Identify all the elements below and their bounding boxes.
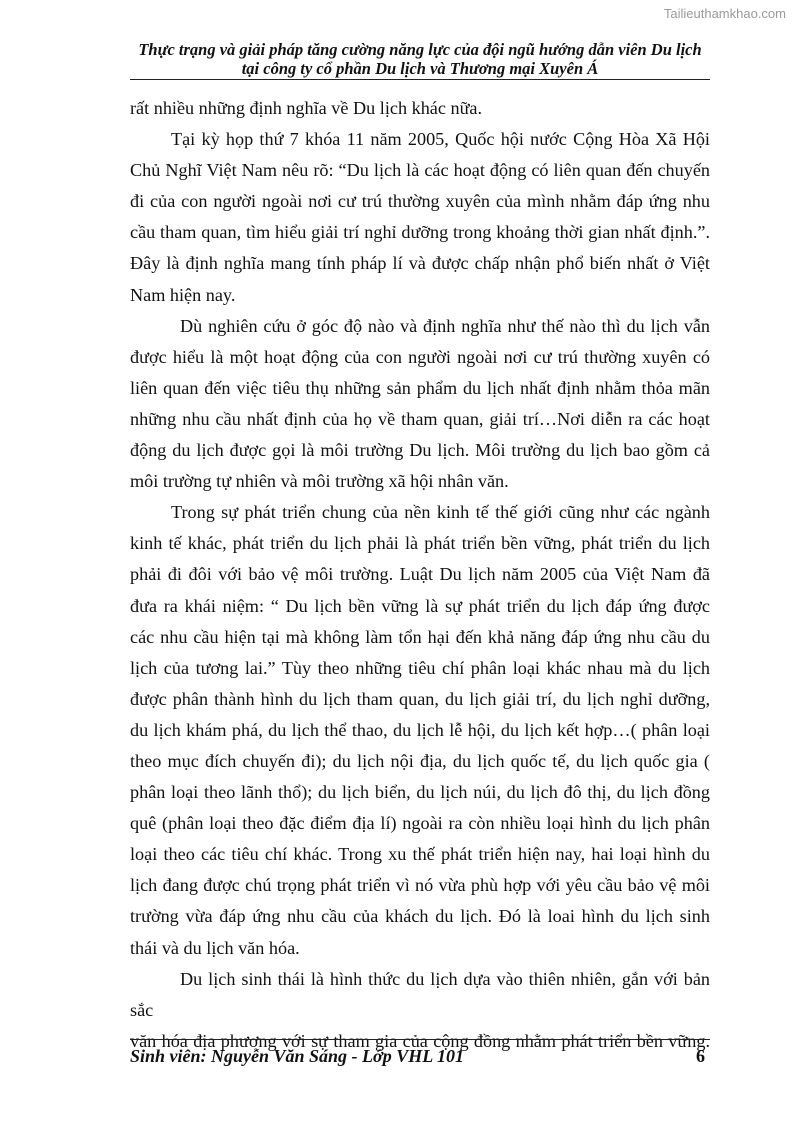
text-line: Đây là định nghĩa mang tính pháp lí và được chấp nhận phổ biến nhất ở Việt (130, 253, 710, 274)
header-divider (130, 79, 710, 80)
text-line: những nhu cầu nhất định của họ về tham quan, giải trí…Nơi diễn ra các hoạt (130, 408, 710, 429)
footer-divider (130, 1039, 710, 1040)
text-line: Du lịch sinh thái là hình thức du lịch dựa vào thiên nhiên, gắn với bản sắc (130, 968, 710, 1020)
text-line: du lịch khám phá, du lịch thể thao, du lịch lễ hội, du lịch kết hợp…( phân loại (130, 719, 710, 740)
watermark-text: Tailieuthamkhao.com (663, 6, 786, 21)
text-line: cầu tham quan, tìm hiểu giải trí nghỉ dưỡng trong khoảng thời gian nhất định.”. (130, 222, 710, 243)
text-line: loại theo các tiêu chí khác. Trong xu thế phát triển hiện nay, hai loại hình du (130, 844, 710, 865)
text-line: trường vừa đáp ứng nhu cầu của khách du lịch. Đó là loai hình du lịch sinh (130, 906, 710, 927)
footer-author: Sinh viên: Nguyễn Văn Sáng - Lớp VHL 101 (130, 1046, 465, 1066)
text-line: quê (phân loại theo đặc điểm địa lí) ngoài ra còn nhiều loại hình du lịch phân (130, 813, 710, 834)
text-line: được phân thành hình du lịch tham quan, du lịch giải trí, du lịch nghỉ dưỡng, (130, 688, 710, 709)
text-line: động du lịch được gọi là môi trường Du lịch. Môi trường du lịch bao gồm cả (130, 440, 710, 461)
body-text (130, 93, 710, 1057)
text-line: được hiểu là một hoạt động của con người ngoài nơi cư trú thường xuyên có (130, 346, 710, 367)
text-line: theo mục đích chuyến đi); du lịch nội địa, du lịch quốc tế, du lịch quốc gia ( (130, 750, 710, 771)
text-line: lịch của tương lai.” Tùy theo những tiêu chí phân loại khác nhau mà du lịch (130, 657, 710, 678)
text-line: Dù nghiên cứu ở góc độ nào và định nghĩa như thế nào thì du lịch vẫn (180, 315, 710, 336)
header-title-line-2: tại công ty cổ phần Du lịch và Thương mại Xuyên Á (241, 59, 599, 78)
text-line: văn hóa địa phương với sự tham gia của cộng đồng nhằm phát triển bền vững. (130, 1030, 710, 1051)
page-header (130, 40, 710, 78)
text-line: đưa ra khái niệm: “ Du lịch bền vững là sự phát triển du lịch đáp ứng được (130, 595, 710, 616)
text-line: phải đi đôi với bảo vệ môi trường. Luật Du lịch năm 2005 của Việt Nam đã (130, 564, 710, 585)
text-line: các nhu cầu hiện tại mà không làm tổn hại đến khả năng đáp ứng nhu cầu du (130, 626, 710, 647)
text-line: Nam hiện nay. (130, 284, 236, 305)
text-line: thái và du lịch văn hóa. (130, 937, 300, 958)
text-line: môi trường tự nhiên và môi trường xã hội nhân văn. (130, 471, 509, 492)
text-line: lịch đang được chú trọng phát triển vì nó vừa phù hợp với yêu cầu bảo vệ môi (130, 875, 710, 896)
text-line: Trong sự phát triển chung của nền kinh tế thế giới cũng như các ngành (171, 502, 710, 523)
text-line: liên quan đến việc tiêu thụ những sản phẩm du lịch nhất định nhằm thỏa mãn (130, 377, 710, 398)
text-line: rất nhiều những định nghĩa về Du lịch khác nữa. (130, 98, 483, 118)
page-number: 6 (696, 1046, 705, 1066)
text-line: đi của con người ngoài nơi cư trú thường xuyên của mình nhằm đáp ứng nhu (130, 191, 710, 212)
text-line: Tại kỳ họp thứ 7 khóa 11 năm 2005, Quốc hội nước Cộng Hòa Xã Hội (171, 129, 710, 150)
text-line: kinh tế khác, phát triển du lịch phải là phát triển bền vững, phát triển du lịch (130, 533, 710, 554)
header-title-line-1: Thực trạng và giải pháp tăng cường năng lực của đội ngũ hướng dẫn viên Du lịch (138, 40, 702, 59)
text-line: phân loại theo lãnh thổ); du lịch biển, du lịch núi, du lịch đô thị, du lịch đồng (130, 782, 710, 803)
text-line: Chủ Nghĩ Việt Nam nêu rõ: “Du lịch là các hoạt động có liên quan đến chuyến (130, 160, 710, 181)
